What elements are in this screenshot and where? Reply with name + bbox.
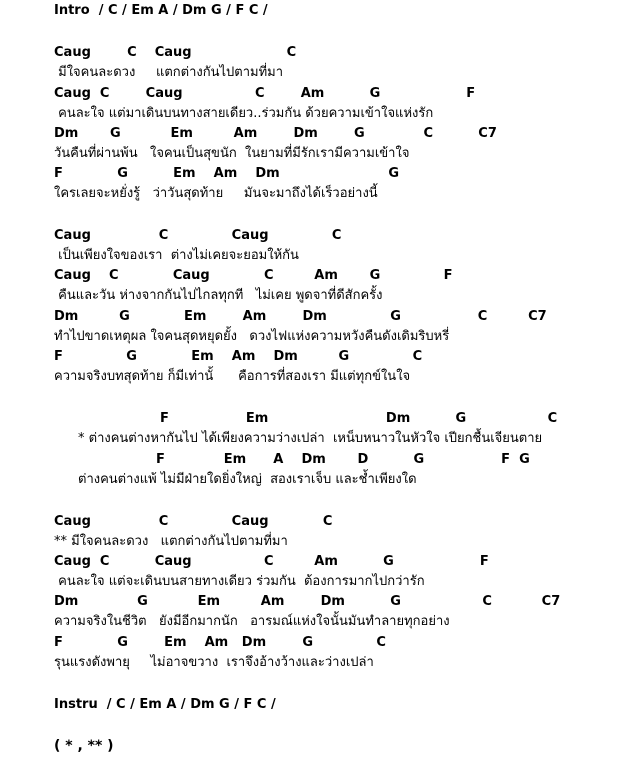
instru-line: Instru / C / Em A / Dm G / F C / [54, 697, 276, 712]
lyric-line: วันคืนที่ผ่านพ้น ใจคนเป็นสุขนัก ในยามที่มีรักเรามีความเข้าใจ [54, 146, 410, 161]
chord-line: Dm G Em Am Dm G C C7 [54, 309, 547, 324]
lyric-line: คนละใจ แต่จะเดินบนสายทางเดียว ร่วมกัน ต้องการมากไปกว่ารัก [54, 574, 425, 589]
chord-line: F G Em Am Dm G [54, 166, 399, 181]
lyric-line: เป็นเพียงใจของเรา ต่างไม่เคยจะยอมให้กัน [54, 248, 299, 263]
chord-line: Caug C Caug C Am G F [54, 268, 453, 283]
chord-line: Dm G Em Am Dm G C C7 [54, 594, 561, 609]
lyric-line: คืนและวัน ห่างจากกันไปไกลทุกที ไม่เคย พูดจาที่ดีสักครั้ง [54, 288, 383, 303]
chord-line: F Em A Dm D G F G [156, 452, 530, 467]
chord-line: Caug C Caug C [54, 45, 297, 60]
intro-line: Intro / C / Em A / Dm G / F C / [54, 3, 268, 18]
chord-line: Caug C Caug C Am G F [54, 86, 476, 101]
lyric-line: คนละใจ แต่มาเดินบนทางสายเดียว..ร่วมกัน ด้วยความเข้าใจแห่งรัก [54, 106, 434, 121]
chord-line: F G Em Am Dm G C [54, 349, 423, 364]
chord-line: Dm G Em Am Dm G C C7 [54, 126, 497, 141]
lyric-line: * ต่างคนต่างหากันไป ได้เพียงความว่างเปล่า เหน็บหนาวในหัวใจ เปียกชื้นเจียนตาย [78, 431, 543, 446]
chord-line: Caug C Caug C [54, 228, 342, 243]
chord-line: Caug C Caug C Am G F [54, 554, 489, 569]
lyric-line: ต่างคนต่างแพ้ ไม่มีฝ่ายใดยิ่งใหญ่ สองเราเจ็บ และช้ำเพียงใด [78, 472, 417, 487]
lyric-line: มีใจคนละดวง แตกต่างกันไปตามที่มา [54, 65, 284, 80]
lyric-line: ** มีใจคนละดวง แตกต่างกันไปตามที่มา [54, 534, 288, 549]
lyric-line: ความจริงในชีวิต ยังมีอีกมากนัก อารมณ์แห่งใจนั้นมันทำลายทุกอย่าง [54, 614, 450, 629]
lyric-line: ทำไปขาดเหตุผล ใจคนสุดหยุดยั้ง ดวงไฟแห่งความหวังคืนดังเดิมริบหรี่ [54, 329, 450, 344]
lyric-line: รุนแรงดังพายุ ไม่อาจขวาง เราจึงอ้างว้างและว่างเปล่า [54, 655, 374, 670]
lyric-line: ความจริงบทสุดท้าย ก็มีเท่านั้ คือการที่สองเรา มีแต่ทุกข์ในใจ [54, 369, 411, 384]
chord-line: F Em Dm G C [160, 411, 558, 426]
chord-line: Caug C Caug C [54, 514, 333, 529]
repeat-note: ( * , ** ) [54, 738, 114, 754]
chord-line: F G Em Am Dm G C [54, 635, 386, 650]
lyric-line: ใครเลยจะหยั่งรู้ ว่าวันสุดท้าย มันจะมาถึงได้เร็วอย่างนี้ [54, 186, 378, 201]
